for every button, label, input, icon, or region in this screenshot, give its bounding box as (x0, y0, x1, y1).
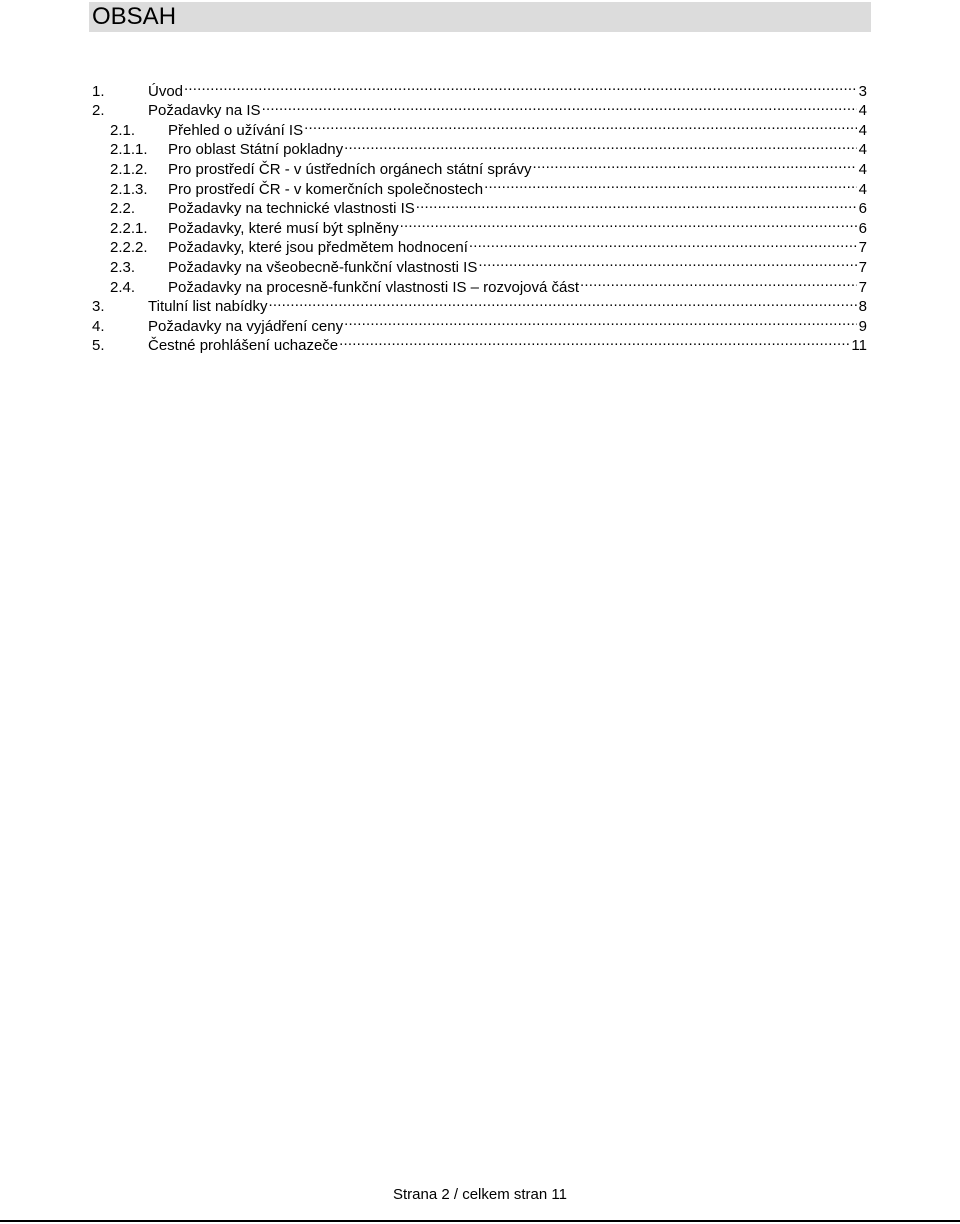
toc-entry[interactable] (92, 76, 867, 100)
table-of-contents (92, 76, 867, 355)
toc-entry-number: 1. (92, 82, 105, 100)
toc-entry-number: 2.3. (110, 258, 136, 276)
toc-entry-page: 4 (858, 121, 867, 139)
toc-leader-dots (304, 115, 857, 135)
toc-entry-number: 2.1.2. (110, 160, 148, 178)
toc-entry-page: 4 (858, 180, 867, 198)
toc-entry-number: 2.2.2. (110, 239, 148, 257)
toc-entry-title: Pro oblast Státní pokladny (168, 141, 344, 159)
toc-entry-title: Pro prostředí ČR - v ústředních orgánech státní správy (168, 160, 532, 178)
toc-leader-dots (262, 96, 857, 116)
toc-entry-number: 2.4. (110, 278, 136, 296)
toc-leader-dots (344, 311, 857, 331)
toc-entry-number: 2.1.1. (110, 141, 148, 159)
toc-entry-page: 3 (858, 82, 867, 100)
toc-entry-page: 7 (858, 239, 867, 257)
toc-entry-number: 5. (92, 337, 105, 355)
toc-entry-title: Přehled o užívání IS (168, 121, 304, 139)
toc-leader-dots (478, 252, 856, 272)
toc-entry-title: Požadavky na procesně-funkční vlastnosti IS – rozvojová část (168, 278, 580, 296)
toc-entry[interactable] (92, 96, 867, 120)
toc-entry-title: Úvod (148, 82, 184, 100)
toc-entry-number: 2.2.1. (110, 219, 148, 237)
toc-entry-title: Požadavky na všeobecně-funkční vlastnosti IS (168, 258, 478, 276)
toc-entry-page: 7 (858, 278, 867, 296)
toc-entry-title: Čestné prohlášení uchazeče (148, 337, 339, 355)
toc-entry-number: 2. (92, 102, 105, 120)
toc-entry-page: 7 (858, 258, 867, 276)
toc-entry-number: 4. (92, 317, 105, 335)
toc-leader-dots (184, 76, 857, 96)
toc-leader-dots (339, 331, 849, 351)
toc-leader-dots (469, 233, 857, 253)
toc-leader-dots (344, 135, 857, 155)
toc-leader-dots (484, 174, 857, 194)
toc-leader-dots (400, 213, 857, 233)
toc-entry-page: 6 (858, 200, 867, 218)
toc-entry-page: 9 (858, 317, 867, 335)
toc-entry-title: Požadavky na vyjádření ceny (148, 317, 344, 335)
toc-entry-title: Požadavky, které musí být splněny (168, 219, 399, 237)
toc-entry-page: 4 (858, 141, 867, 159)
toc-entry-page: 6 (858, 219, 867, 237)
toc-entry-number: 2.2. (110, 200, 136, 218)
toc-leader-dots (533, 154, 857, 174)
toc-entry-page: 11 (851, 337, 867, 355)
toc-leader-dots (416, 194, 857, 214)
toc-entry-page: 4 (858, 102, 867, 120)
toc-entry-title: Titulní list nabídky (148, 298, 268, 316)
page-footer: Strana 2 / celkem stran 11 (393, 1186, 567, 1203)
toc-entry-title: Požadavky na IS (148, 102, 261, 120)
toc-leader-dots (580, 272, 857, 292)
toc-entry-title: Požadavky, které jsou předmětem hodnocení (168, 239, 468, 257)
toc-entry-page: 8 (858, 298, 867, 316)
toc-leader-dots (269, 292, 857, 312)
toc-entry-number: 2.1. (110, 121, 136, 139)
page-title: OBSAH (92, 3, 177, 30)
footer-divider (0, 1220, 960, 1222)
toc-entry-title: Požadavky na technické vlastnosti IS (168, 200, 415, 218)
heading-bar (89, 2, 871, 32)
toc-entry-number: 2.1.3. (110, 180, 148, 198)
toc-entry-title: Pro prostředí ČR - v komerčních společnostech (168, 180, 484, 198)
toc-entry-page: 4 (858, 160, 867, 178)
toc-entry-number: 3. (92, 298, 105, 316)
